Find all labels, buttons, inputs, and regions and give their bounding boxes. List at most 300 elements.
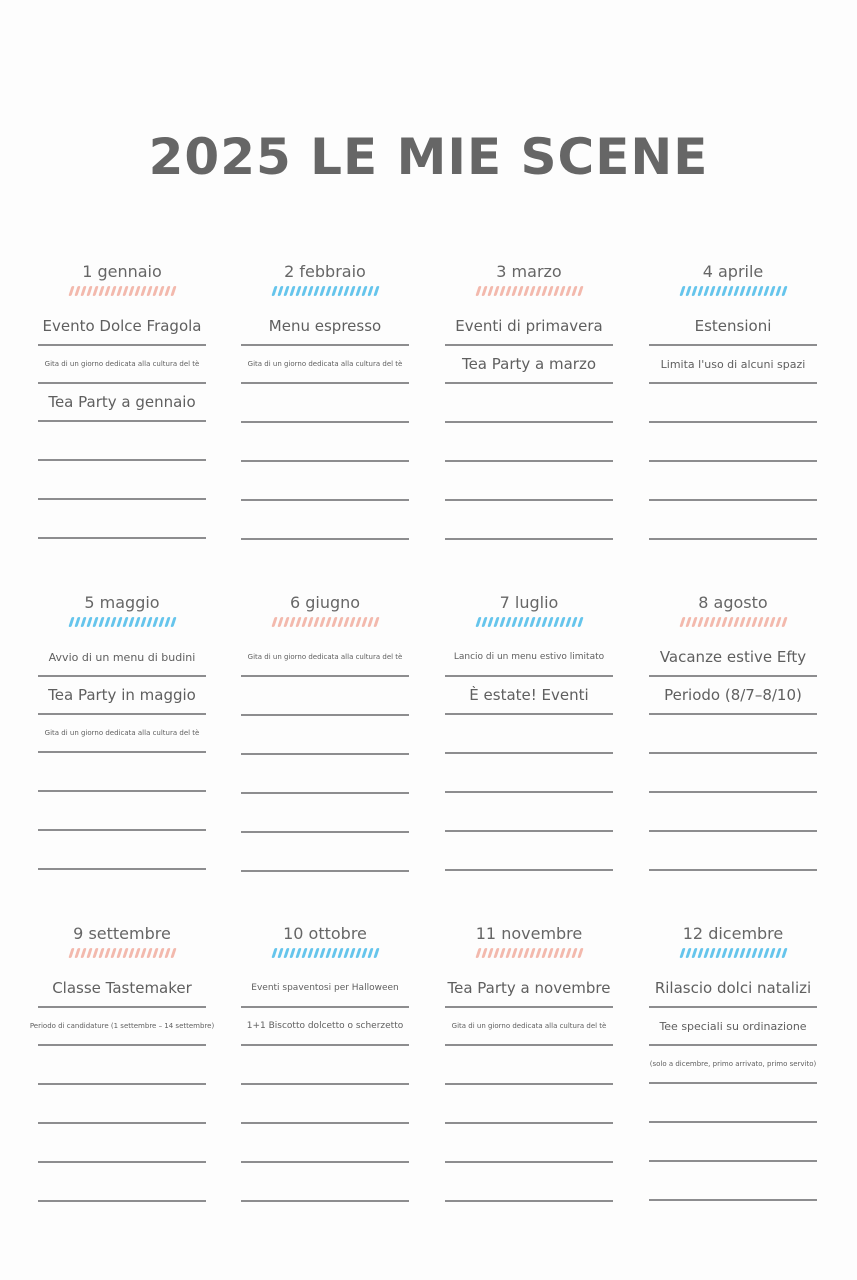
accent-tick <box>271 617 277 627</box>
accent-tick <box>685 948 691 958</box>
blank-line <box>445 384 613 423</box>
accent-tick <box>769 617 775 627</box>
accent-tick <box>481 286 487 296</box>
accent-tick <box>164 948 170 958</box>
blank-line <box>38 1085 206 1124</box>
accent-tick <box>559 617 565 627</box>
accent-tick <box>271 286 277 296</box>
accent-tick <box>271 948 277 958</box>
accent-tick <box>283 948 289 958</box>
accent-tick <box>703 948 709 958</box>
accent-tick <box>523 948 529 958</box>
month-accent-ticks <box>649 617 817 627</box>
accent-tick <box>781 617 787 627</box>
event-line: Lancio di un menu estivo limitato <box>445 639 613 677</box>
accent-tick <box>493 286 499 296</box>
accent-tick <box>553 948 559 958</box>
accent-tick <box>367 948 373 958</box>
accent-tick <box>301 286 307 296</box>
accent-tick <box>86 948 92 958</box>
accent-tick <box>301 948 307 958</box>
month-title: 7 luglio <box>499 593 559 612</box>
accent-tick <box>98 948 104 958</box>
accent-tick <box>80 617 86 627</box>
accent-tick <box>529 617 535 627</box>
blank-line <box>241 462 409 501</box>
accent-tick <box>98 286 104 296</box>
accent-tick <box>158 948 164 958</box>
accent-tick <box>289 286 295 296</box>
accent-tick <box>80 948 86 958</box>
blank-line <box>649 1123 817 1162</box>
blank-line <box>445 715 613 754</box>
blank-line <box>38 792 206 831</box>
month-2 <box>241 262 409 540</box>
accent-tick <box>565 617 571 627</box>
accent-tick <box>781 948 787 958</box>
accent-tick <box>289 617 295 627</box>
month-title: 2 febbraio <box>284 262 366 281</box>
accent-tick <box>727 286 733 296</box>
event-line: Tee speciali su ordinazione <box>649 1008 817 1046</box>
accent-tick <box>152 948 158 958</box>
accent-tick <box>733 617 739 627</box>
month-4 <box>649 262 817 540</box>
accent-tick <box>571 286 577 296</box>
accent-tick <box>517 286 523 296</box>
blank-line <box>38 1124 206 1163</box>
accent-tick <box>319 948 325 958</box>
month-5 <box>38 593 206 870</box>
month-title: 9 settembre <box>73 924 171 943</box>
accent-tick <box>571 948 577 958</box>
accent-tick <box>313 286 319 296</box>
event-line: Vacanze estive Efty <box>649 639 817 677</box>
accent-tick <box>709 617 715 627</box>
event-line: Gita di un giorno dedicata alla cultura del tè <box>38 346 206 384</box>
accent-tick <box>679 286 685 296</box>
accent-tick <box>74 286 80 296</box>
event-line: Eventi spaventosi per Halloween <box>241 970 409 1008</box>
accent-tick <box>481 948 487 958</box>
accent-tick <box>361 286 367 296</box>
accent-tick <box>122 617 128 627</box>
blank-line <box>38 500 206 539</box>
accent-tick <box>697 286 703 296</box>
accent-tick <box>505 948 511 958</box>
accent-tick <box>337 286 343 296</box>
blank-line <box>445 793 613 832</box>
accent-tick <box>295 286 301 296</box>
accent-tick <box>565 286 571 296</box>
accent-tick <box>325 286 331 296</box>
accent-tick <box>721 617 727 627</box>
accent-tick <box>499 286 505 296</box>
month-title: 10 ottobre <box>283 924 367 943</box>
accent-tick <box>475 286 481 296</box>
blank-line <box>241 384 409 423</box>
month-title: 11 novembre <box>475 924 583 943</box>
month-accent-ticks <box>445 286 613 296</box>
accent-tick <box>110 286 116 296</box>
event-line: Gita di un giorno dedicata alla cultura del tè <box>241 346 409 384</box>
month-7 <box>445 593 613 871</box>
accent-tick <box>697 948 703 958</box>
accent-tick <box>715 948 721 958</box>
blank-line <box>649 423 817 462</box>
blank-line <box>241 794 409 833</box>
accent-tick <box>122 286 128 296</box>
accent-tick <box>170 617 176 627</box>
event-line: Gita di un giorno dedicata alla cultura del tè <box>38 715 206 753</box>
accent-tick <box>547 617 553 627</box>
blank-line <box>241 716 409 755</box>
accent-tick <box>475 948 481 958</box>
accent-tick <box>283 286 289 296</box>
accent-tick <box>553 286 559 296</box>
accent-tick <box>92 617 98 627</box>
accent-tick <box>110 948 116 958</box>
blank-line <box>38 1163 206 1202</box>
blank-line <box>445 1124 613 1163</box>
accent-tick <box>289 948 295 958</box>
event-line: Tea Party a gennaio <box>38 384 206 422</box>
accent-tick <box>709 948 715 958</box>
month-accent-ticks <box>241 617 409 627</box>
accent-tick <box>325 617 331 627</box>
accent-tick <box>319 286 325 296</box>
blank-line <box>38 753 206 792</box>
blank-line <box>649 832 817 871</box>
accent-tick <box>715 617 721 627</box>
month-10 <box>241 924 409 1202</box>
month-3 <box>445 262 613 540</box>
event-line: Estensioni <box>649 308 817 346</box>
accent-tick <box>721 948 727 958</box>
accent-tick <box>295 617 301 627</box>
accent-tick <box>529 948 535 958</box>
accent-tick <box>104 286 110 296</box>
month-title: 12 dicembre <box>682 924 784 943</box>
accent-tick <box>134 948 140 958</box>
accent-tick <box>343 617 349 627</box>
accent-tick <box>146 286 152 296</box>
accent-tick <box>277 286 283 296</box>
accent-tick <box>775 617 781 627</box>
accent-tick <box>313 617 319 627</box>
accent-tick <box>757 617 763 627</box>
blank-line <box>649 793 817 832</box>
accent-tick <box>325 948 331 958</box>
accent-tick <box>697 617 703 627</box>
accent-tick <box>313 948 319 958</box>
event-line: Avvio di un menu di budini <box>38 639 206 677</box>
month-title: 1 gennaio <box>82 262 162 281</box>
accent-tick <box>685 617 691 627</box>
accent-tick <box>739 286 745 296</box>
accent-tick <box>164 286 170 296</box>
blank-line <box>241 677 409 716</box>
accent-tick <box>152 617 158 627</box>
accent-tick <box>104 948 110 958</box>
accent-tick <box>739 948 745 958</box>
accent-tick <box>541 286 547 296</box>
accent-tick <box>781 286 787 296</box>
accent-tick <box>757 948 763 958</box>
accent-tick <box>727 948 733 958</box>
blank-line <box>241 833 409 872</box>
accent-tick <box>511 948 517 958</box>
event-line: Classe Tastemaker <box>38 970 206 1008</box>
accent-tick <box>751 617 757 627</box>
accent-tick <box>283 617 289 627</box>
accent-tick <box>331 617 337 627</box>
blank-line <box>445 501 613 540</box>
accent-tick <box>367 286 373 296</box>
accent-tick <box>110 617 116 627</box>
accent-tick <box>709 286 715 296</box>
accent-tick <box>577 286 583 296</box>
blank-line <box>241 755 409 794</box>
accent-tick <box>553 617 559 627</box>
accent-tick <box>685 286 691 296</box>
accent-tick <box>547 286 553 296</box>
blank-line <box>241 501 409 540</box>
accent-tick <box>367 617 373 627</box>
blank-line <box>649 462 817 501</box>
accent-tick <box>80 286 86 296</box>
blank-line <box>445 462 613 501</box>
month-11 <box>445 924 613 1202</box>
accent-tick <box>517 948 523 958</box>
accent-tick <box>301 617 307 627</box>
accent-tick <box>355 286 361 296</box>
accent-tick <box>134 286 140 296</box>
month-accent-ticks <box>649 948 817 958</box>
accent-tick <box>373 617 379 627</box>
accent-tick <box>158 617 164 627</box>
accent-tick <box>775 948 781 958</box>
accent-tick <box>523 617 529 627</box>
event-line: Menu espresso <box>241 308 409 346</box>
event-line: (solo a dicembre, primo arrivato, primo servito) <box>649 1046 817 1084</box>
accent-tick <box>355 617 361 627</box>
accent-tick <box>769 948 775 958</box>
event-line: Periodo di candidature (1 settembre – 14 settembre) <box>38 1008 206 1046</box>
event-line: 1+1 Biscotto dolcetto o scherzetto <box>241 1008 409 1046</box>
month-accent-ticks <box>241 286 409 296</box>
blank-line <box>445 754 613 793</box>
accent-tick <box>487 286 493 296</box>
event-line: Tea Party in maggio <box>38 677 206 715</box>
blank-line <box>445 832 613 871</box>
accent-tick <box>361 617 367 627</box>
accent-tick <box>493 948 499 958</box>
accent-tick <box>74 948 80 958</box>
blank-line <box>38 1046 206 1085</box>
accent-tick <box>535 286 541 296</box>
month-accent-ticks <box>445 617 613 627</box>
accent-tick <box>349 286 355 296</box>
accent-tick <box>140 617 146 627</box>
accent-tick <box>140 286 146 296</box>
accent-tick <box>535 948 541 958</box>
accent-tick <box>74 617 80 627</box>
accent-tick <box>679 948 685 958</box>
accent-tick <box>769 286 775 296</box>
accent-tick <box>763 617 769 627</box>
accent-tick <box>349 948 355 958</box>
accent-tick <box>68 617 74 627</box>
blank-line <box>241 1085 409 1124</box>
month-accent-ticks <box>38 286 206 296</box>
accent-tick <box>775 286 781 296</box>
blank-line <box>241 1163 409 1202</box>
event-line: Tea Party a marzo <box>445 346 613 384</box>
accent-tick <box>691 948 697 958</box>
accent-tick <box>128 948 134 958</box>
month-12 <box>649 924 817 1201</box>
accent-tick <box>307 617 313 627</box>
accent-tick <box>517 617 523 627</box>
accent-tick <box>307 286 313 296</box>
month-9 <box>29 924 215 1202</box>
accent-tick <box>116 617 122 627</box>
accent-tick <box>733 286 739 296</box>
accent-tick <box>715 286 721 296</box>
month-accent-ticks <box>241 948 409 958</box>
accent-tick <box>529 286 535 296</box>
accent-tick <box>128 617 134 627</box>
accent-tick <box>751 948 757 958</box>
accent-tick <box>343 286 349 296</box>
accent-tick <box>493 617 499 627</box>
accent-tick <box>343 948 349 958</box>
month-title: 6 giugno <box>289 593 361 612</box>
blank-line <box>38 422 206 461</box>
event-line: Eventi di primavera <box>445 308 613 346</box>
event-line: Limita l'uso di alcuni spazi <box>649 346 817 384</box>
accent-tick <box>355 948 361 958</box>
accent-tick <box>475 617 481 627</box>
accent-tick <box>571 617 577 627</box>
month-1 <box>38 262 206 539</box>
accent-tick <box>751 286 757 296</box>
accent-tick <box>559 286 565 296</box>
accent-tick <box>745 617 751 627</box>
accent-tick <box>68 948 74 958</box>
accent-tick <box>757 286 763 296</box>
accent-tick <box>559 948 565 958</box>
accent-tick <box>116 286 122 296</box>
accent-tick <box>499 948 505 958</box>
month-6 <box>241 593 409 872</box>
accent-tick <box>511 617 517 627</box>
accent-tick <box>92 286 98 296</box>
accent-tick <box>691 617 697 627</box>
accent-tick <box>170 948 176 958</box>
month-8 <box>649 593 817 871</box>
accent-tick <box>505 286 511 296</box>
blank-line <box>649 715 817 754</box>
accent-tick <box>92 948 98 958</box>
accent-tick <box>745 948 751 958</box>
accent-tick <box>739 617 745 627</box>
accent-tick <box>373 286 379 296</box>
blank-line <box>38 831 206 870</box>
blank-line <box>649 1162 817 1201</box>
accent-tick <box>295 948 301 958</box>
accent-tick <box>487 617 493 627</box>
accent-tick <box>679 617 685 627</box>
accent-tick <box>505 617 511 627</box>
month-title: 8 agosto <box>698 593 768 612</box>
blank-line <box>649 754 817 793</box>
accent-tick <box>307 948 313 958</box>
accent-tick <box>373 948 379 958</box>
event-line: È estate! Eventi <box>445 677 613 715</box>
accent-tick <box>481 617 487 627</box>
accent-tick <box>541 617 547 627</box>
month-title: 3 marzo <box>496 262 562 281</box>
accent-tick <box>745 286 751 296</box>
accent-tick <box>170 286 176 296</box>
accent-tick <box>277 948 283 958</box>
accent-tick <box>319 617 325 627</box>
blank-line <box>649 384 817 423</box>
accent-tick <box>547 948 553 958</box>
blank-line <box>38 461 206 500</box>
page-title: 2025 LE MIE SCENE <box>148 128 709 186</box>
blank-line <box>445 423 613 462</box>
accent-tick <box>577 617 583 627</box>
accent-tick <box>277 617 283 627</box>
blank-line <box>445 1085 613 1124</box>
accent-tick <box>703 286 709 296</box>
accent-tick <box>361 948 367 958</box>
month-title: 5 maggio <box>84 593 160 612</box>
accent-tick <box>721 286 727 296</box>
blank-line <box>445 1046 613 1085</box>
event-line: Gita di un giorno dedicata alla cultura del tè <box>445 1008 613 1046</box>
month-accent-ticks <box>38 948 206 958</box>
accent-tick <box>122 948 128 958</box>
accent-tick <box>763 286 769 296</box>
accent-tick <box>487 948 493 958</box>
accent-tick <box>140 948 146 958</box>
accent-tick <box>86 286 92 296</box>
accent-tick <box>523 286 529 296</box>
blank-line <box>445 1163 613 1202</box>
accent-tick <box>499 617 505 627</box>
accent-tick <box>763 948 769 958</box>
month-accent-ticks <box>38 617 206 627</box>
accent-tick <box>134 617 140 627</box>
accent-tick <box>541 948 547 958</box>
accent-tick <box>164 617 170 627</box>
event-line: Periodo (8/7–8/10) <box>649 677 817 715</box>
accent-tick <box>86 617 92 627</box>
event-line: Rilascio dolci natalizi <box>649 970 817 1008</box>
event-line: Gita di un giorno dedicata alla cultura del tè <box>241 639 409 677</box>
blank-line <box>649 1084 817 1123</box>
accent-tick <box>727 617 733 627</box>
event-line: Tea Party a novembre <box>445 970 613 1008</box>
accent-tick <box>104 617 110 627</box>
accent-tick <box>349 617 355 627</box>
accent-tick <box>116 948 122 958</box>
accent-tick <box>146 948 152 958</box>
